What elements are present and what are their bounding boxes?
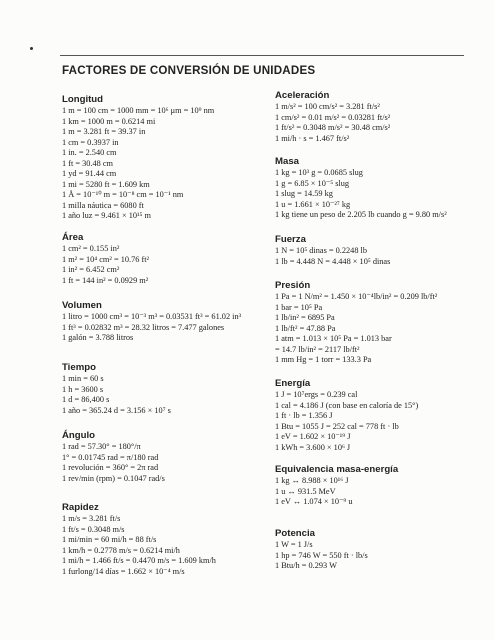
conversion-line: 1 revolución = 360° = 2π rad	[62, 463, 159, 472]
section-title-longitud: Longitud	[62, 94, 104, 105]
conversion-line: 1 d = 86,400 s	[62, 395, 110, 404]
section-fuerza	[275, 234, 390, 267]
conversion-line: 1 m = 100 cm = 1000 mm = 10⁶ μm = 10⁹ nm	[62, 106, 215, 115]
conversion-line: 1 kg tiene un peso de 2.205 lb cuando g = 9.80 m/s²	[275, 210, 447, 219]
conversion-line: 1 g = 6.85 × 10⁻⁵ slug	[275, 178, 350, 188]
section-aceleracion	[275, 90, 390, 144]
conversion-line: 1 N = 10⁵ dinas = 0.2248 lb	[275, 246, 367, 255]
conversion-line: 1 rev/min (rpm) = 0.1047 rad/s	[62, 473, 165, 483]
conversion-line: 1 eV ↔ 1.074 × 10⁻⁹ u	[275, 497, 353, 506]
conversion-line: 1 ft/s = 0.3048 m/s	[62, 524, 125, 534]
section-title-energia: Energía	[275, 378, 311, 389]
section-title-area: Área	[62, 232, 84, 243]
section-longitud	[62, 94, 214, 222]
conversion-line: 1 ft³ = 0.02832 m³ = 28.32 litros = 7.477 galones	[62, 322, 225, 332]
section-title-tiempo: Tiempo	[62, 362, 96, 373]
conversion-line: 1 kg ↔ 8.988 × 10¹⁶ J	[275, 476, 349, 485]
conversion-line: 1 mi/h = 1.466 ft/s = 0.4470 m/s = 1.609 km/h	[62, 556, 216, 565]
section-title-volumen: Volumen	[62, 300, 102, 311]
conversion-line: 1 bar = 10⁵ Pa	[275, 302, 323, 312]
section-energia	[275, 378, 418, 453]
section-title-equivalencia: Equivalencia masa-energía	[275, 464, 399, 475]
section-title-angulo: Ángulo	[62, 430, 96, 441]
conversion-line: 1 slug = 14.59 kg	[275, 189, 333, 198]
section-angulo	[62, 430, 165, 484]
conversion-line: 1 milla náutica = 6080 ft	[62, 200, 144, 210]
conversion-line: 1 Å = 10⁻¹⁰ m = 10⁻⁸ cm = 10⁻¹ nm	[62, 190, 184, 199]
section-title-presion: Presión	[275, 280, 311, 291]
conversion-line: 1 lb/ft² = 47.88 Pa	[275, 323, 336, 333]
conversion-line: 1 m² = 10⁴ cm² = 10.76 ft²	[62, 254, 150, 264]
section-volumen	[62, 300, 241, 344]
conversion-line: 1 m/s = 3.281 ft/s	[62, 514, 121, 523]
section-potencia	[275, 528, 368, 572]
section-equivalencia	[275, 464, 398, 508]
section-rapidez	[62, 502, 216, 577]
conversion-line: 1 lb/in² = 6895 Pa	[275, 313, 335, 322]
conversion-line: 1 año = 365.24 d = 3.156 × 10⁷ s	[62, 405, 171, 415]
conversion-line: 1 u = 1.661 × 10⁻²⁷ kg	[275, 199, 351, 209]
section-tiempo	[62, 362, 171, 416]
conversion-line: 1 km = 1000 m = 0.6214 mi	[62, 116, 156, 126]
section-title-aceleracion: Aceleración	[275, 90, 330, 101]
conversion-line: 1 atm = 1.013 × 10⁵ Pa = 1.013 bar	[275, 334, 392, 343]
header-rule	[60, 55, 464, 56]
conversion-line: 1 ft = 144 in² = 0.0929 m²	[62, 275, 149, 285]
section-area	[62, 232, 149, 286]
section-title-potencia: Potencia	[275, 528, 315, 539]
section-title-fuerza: Fuerza	[275, 234, 306, 245]
section-masa	[275, 156, 447, 221]
conversion-line: 1 galón = 3.788 litros	[62, 333, 134, 342]
conversion-line: 1 ft/s² = 0.3048 m/s² = 30.48 cm/s²	[275, 123, 391, 132]
conversion-line: 1 rad = 57.30° = 180°/π	[62, 442, 141, 451]
conversion-line: 1 mi/min = 60 mi/h = 88 ft/s	[62, 535, 157, 544]
conversion-line: 1 u ↔ 931.5 MeV	[275, 486, 336, 496]
conversion-line: 1 furlong/14 días = 1.662 × 10⁻⁴ m/s	[62, 566, 185, 576]
conversion-line: 1 cm = 0.3937 in	[62, 137, 119, 147]
conversion-line: 1 in² = 6.452 cm²	[62, 265, 120, 274]
conversion-line: 1 kg = 10³ g = 0.0685 slug	[275, 168, 363, 177]
conversion-line: 1 eV = 1.602 × 10⁻¹⁹ J	[275, 432, 351, 441]
conversion-line: 1 ft · lb = 1.356 J	[275, 411, 333, 420]
conversion-line: 1 cm/s² = 0.01 m/s² = 0.03281 ft/s²	[275, 112, 391, 122]
conversion-line: 1 W = 1 J/s	[275, 540, 313, 549]
conversion-line: 1 cal = 4.186 J (con base en caloría de 15°)	[275, 400, 419, 410]
conversion-line: 1 yd = 91.44 cm	[62, 169, 117, 178]
conversion-line: 1 año luz = 9.461 × 10¹⁵ m	[62, 211, 151, 220]
page-title: FACTORES DE CONVERSIÓN DE UNIDADES	[62, 64, 316, 77]
conversion-line: 1 ft = 30.48 cm	[62, 158, 113, 168]
conversion-line: 1 m = 3.281 ft = 39.37 in	[62, 127, 146, 136]
scan-speck	[30, 47, 33, 50]
section-title-rapidez: Rapidez	[62, 502, 99, 513]
conversion-line: 1 mi = 5280 ft = 1.609 km	[62, 179, 150, 189]
conversion-line: 1 lb = 4.448 N = 4.448 × 10⁵ dinas	[275, 256, 391, 266]
conversion-line: 1 hp = 746 W = 550 ft · lb/s	[275, 550, 368, 560]
conversion-line: 1 litro = 1000 cm³ = 10⁻³ m³ = 0.03531 ft³ = 61.02 in³	[62, 312, 242, 321]
conversion-line: 1 mi/h · s = 1.467 ft/s²	[275, 133, 350, 143]
conversion-line: = 14.7 lb/in² = 2117 lb/ft²	[275, 344, 360, 354]
conversion-line: 1 h = 3600 s	[62, 384, 104, 394]
section-presion	[275, 280, 437, 366]
conversion-line: 1 Btu/h = 0.293 W	[275, 561, 337, 570]
conversion-line: 1 Btu = 1055 J = 252 cal = 778 ft · lb	[275, 421, 399, 431]
conversion-line: 1 cm² = 0.155 in²	[62, 244, 120, 253]
conversion-line: 1 in. = 2.540 cm	[62, 148, 117, 157]
conversion-line: 1 min = 60 s	[62, 374, 104, 383]
conversion-line: 1 J = 10⁷ergs = 0.239 cal	[275, 390, 358, 399]
conversion-line: 1 kWh = 3.600 × 10⁶ J	[275, 442, 351, 452]
conversion-line: 1 km/h = 0.2778 m/s = 0.6214 mi/h	[62, 545, 180, 555]
section-title-masa: Masa	[275, 156, 299, 167]
conversion-line: 1 Pa = 1 N/m² = 1.450 × 10⁻⁴lb/in² = 0.209 lb/ft²	[275, 292, 438, 301]
conversion-line: 1 mm Hg = 1 torr = 133.3 Pa	[275, 355, 372, 364]
conversion-line: 1° = 0.01745 rad = π/180 rad	[62, 452, 159, 462]
conversion-line: 1 m/s² = 100 cm/s² = 3.281 ft/s²	[275, 102, 380, 111]
